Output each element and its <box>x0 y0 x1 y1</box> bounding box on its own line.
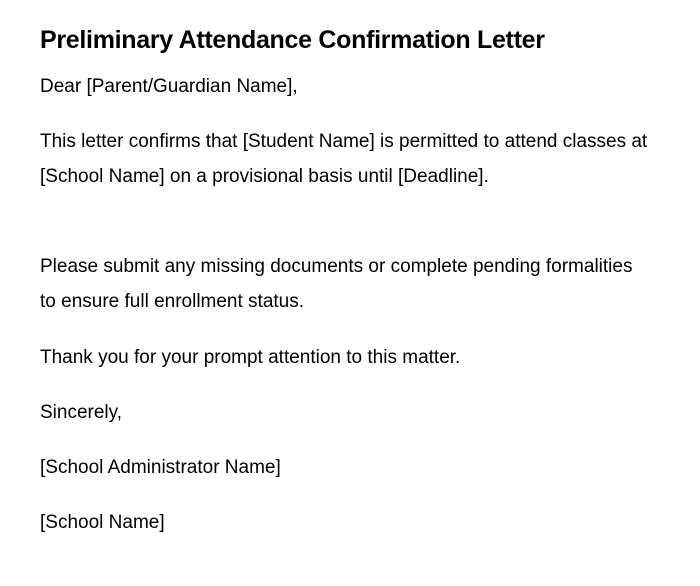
body-paragraph-2: Please submit any missing documents or complete pending formalities to ensure full enrollment status. <box>40 256 633 312</box>
signature-name: [School Administrator Name] <box>40 457 281 478</box>
body-paragraph-3: Thank you for your prompt attention to this matter. <box>40 347 461 368</box>
body-paragraph-1: This letter confirms that [Student Name] is permitted to attend classes at [School Name] on a provisional basis until [Deadline]. <box>40 131 648 187</box>
closing: Sincerely, <box>40 402 123 423</box>
letter-title: Preliminary Attendance Confirmation Letter <box>40 26 545 54</box>
greeting: Dear [Parent/Guardian Name], <box>40 76 298 97</box>
signature-school: [School Name] <box>40 512 165 533</box>
